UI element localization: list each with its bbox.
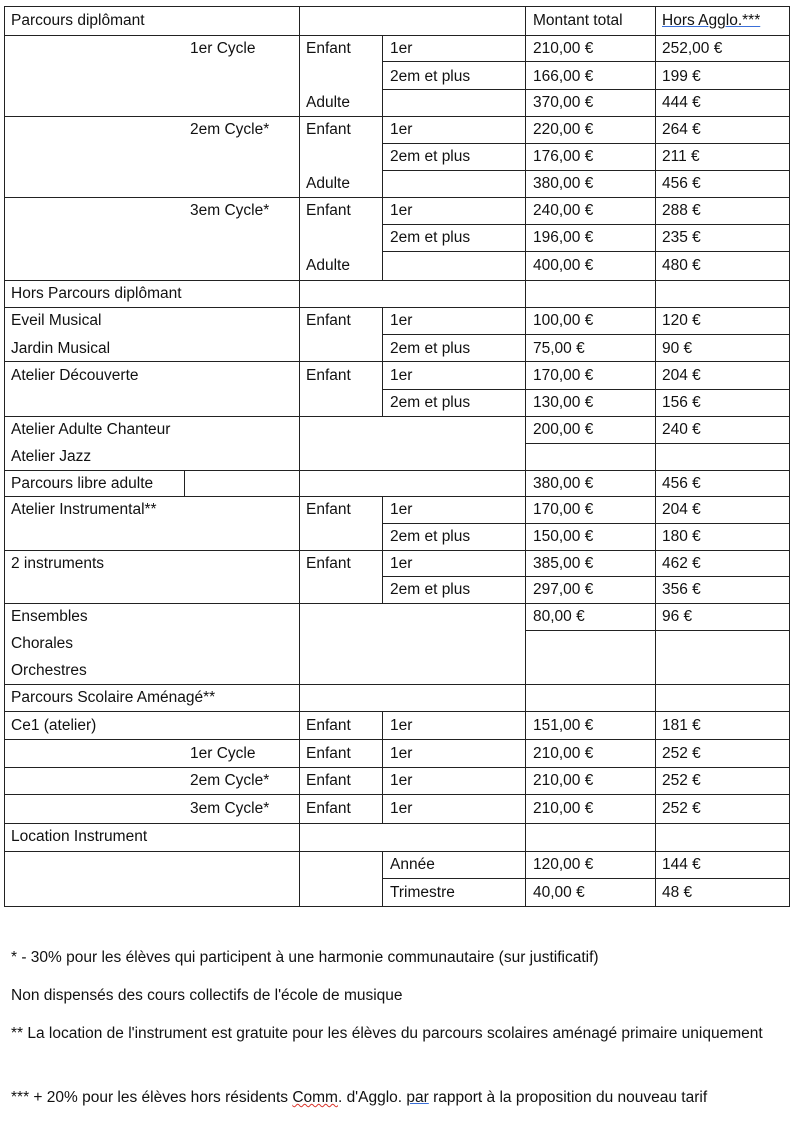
table-rule-h xyxy=(4,711,790,712)
table-rule-h xyxy=(4,767,790,768)
footnote-2: Non dispensés des cours collectifs de l'école de musique xyxy=(11,987,403,1004)
cycle2-rank2: 2em et plus xyxy=(390,148,471,165)
decouverte-rank2: 2em et plus xyxy=(390,394,471,411)
table-rule-h xyxy=(4,684,790,685)
scolaire-cycle2-montant: 210,00 € xyxy=(533,772,594,789)
cycle3-rank1: 1er xyxy=(390,202,413,219)
scolaire-ce1: Ce1 (atelier) xyxy=(11,717,97,734)
table-rule-h xyxy=(382,143,790,144)
jardin-musical: Jardin Musical xyxy=(11,340,111,357)
eveil-hors-2: 90 € xyxy=(662,340,693,357)
decouverte-rank1: 1er xyxy=(390,367,413,384)
scolaire-cycle3: 3em Cycle* xyxy=(190,800,270,817)
table-rule-v xyxy=(789,6,790,907)
eveil-rank2: 2em et plus xyxy=(390,340,471,357)
cycle2-montant-adulte: 380,00 € xyxy=(533,175,594,192)
deux-rank2: 2em et plus xyxy=(390,581,471,598)
cycle3-hors-2: 235 € xyxy=(662,229,701,246)
cycle1-montant-2: 166,00 € xyxy=(533,68,594,85)
deux-instruments: 2 instruments xyxy=(11,555,105,572)
table-rule-v xyxy=(4,6,5,907)
scolaire-cycle3-rank: 1er xyxy=(390,800,413,817)
table-rule-h xyxy=(382,389,790,390)
cycle3-montant-2: 196,00 € xyxy=(533,229,594,246)
decouverte-hors-2: 156 € xyxy=(662,394,701,411)
table-rule-h xyxy=(4,906,790,907)
cycle3-enfant: Enfant xyxy=(306,202,351,219)
table-rule-h xyxy=(4,6,790,7)
table-rule-h xyxy=(4,307,790,308)
scolaire-cycle1-hors: 252 € xyxy=(662,745,701,762)
scolaire-ce1-enfant: Enfant xyxy=(306,717,351,734)
hors-parcours-title: Hors Parcours diplômant xyxy=(11,285,182,302)
decouverte-hors-1: 204 € xyxy=(662,367,701,384)
scolaire-cycle2: 2em Cycle* xyxy=(190,772,270,789)
cycle1-hors-adulte: 444 € xyxy=(662,94,701,111)
cycle1-hors-2: 199 € xyxy=(662,68,701,85)
cycle3-adulte: Adulte xyxy=(306,257,350,274)
table-rule-h xyxy=(4,116,790,117)
decouverte-montant-2: 130,00 € xyxy=(533,394,594,411)
table-rule-h xyxy=(4,603,790,604)
cycle1-adulte: Adulte xyxy=(306,94,350,111)
table-rule-h xyxy=(4,280,790,281)
cycle2-label: 2em Cycle* xyxy=(190,121,270,138)
footnote-4-part-c: . d'Agglo. xyxy=(337,1089,407,1106)
table-rule-v xyxy=(382,35,383,281)
table-rule-h xyxy=(382,224,790,225)
table-rule-h xyxy=(382,334,790,335)
table-rule-h xyxy=(4,823,790,824)
instrumental-hors-2: 180 € xyxy=(662,528,701,545)
instrumental-montant-1: 170,00 € xyxy=(533,501,594,518)
cycle2-hors-adulte: 456 € xyxy=(662,175,701,192)
header-hors-agglo xyxy=(662,11,760,31)
location-title: Location Instrument xyxy=(11,828,148,845)
libre-montant: 380,00 € xyxy=(533,475,594,492)
table-rule-h xyxy=(382,523,790,524)
instrumental-rank2: 2em et plus xyxy=(390,528,471,545)
deux-hors-1: 462 € xyxy=(662,555,701,572)
location-trimestre-montant: 40,00 € xyxy=(533,884,585,901)
cycle1-montant-adulte: 370,00 € xyxy=(533,94,594,111)
libre-hors: 456 € xyxy=(662,475,701,492)
orchestres: Orchestres xyxy=(11,662,87,679)
table-rule-h xyxy=(382,170,790,171)
eveil-rank1: 1er xyxy=(390,312,413,329)
footnote-4-part-a: *** + 20% pour les élèves hors résidents xyxy=(11,1089,293,1106)
table-rule-h xyxy=(382,61,790,62)
table-rule-v xyxy=(382,307,383,417)
atelier-instrumental: Atelier Instrumental** xyxy=(11,501,157,518)
table-rule-h xyxy=(4,794,790,795)
table-rule-h xyxy=(4,35,790,36)
scolaire-ce1-montant: 151,00 € xyxy=(533,717,594,734)
cycle1-rank1: 1er xyxy=(390,40,413,57)
cycle2-hors-2: 211 € xyxy=(662,148,700,165)
cycle3-montant-adulte: 400,00 € xyxy=(533,257,594,274)
atelier-jazz: Atelier Jazz xyxy=(11,448,92,465)
cycle1-montant-1: 210,00 € xyxy=(533,40,594,57)
eveil-montant-1: 100,00 € xyxy=(533,312,594,329)
footnote-4-par: par xyxy=(406,1089,429,1106)
cycle1-enfant: Enfant xyxy=(306,40,351,57)
deux-rank1: 1er xyxy=(390,555,413,572)
location-trimestre: Trimestre xyxy=(390,884,455,901)
chanteur-montant: 200,00 € xyxy=(533,421,594,438)
footnote-4 xyxy=(11,1085,781,1110)
ensembles-hors: 96 € xyxy=(662,608,693,625)
table-rule-h xyxy=(4,470,790,471)
ensembles: Ensembles xyxy=(11,608,88,625)
header-montant-total: Montant total xyxy=(533,12,623,29)
table-rule-v xyxy=(525,6,526,907)
table-rule-v xyxy=(184,470,185,497)
deux-montant-1: 385,00 € xyxy=(533,555,594,572)
footnote-4-part-e: rapport à la proposition du nouveau tarif xyxy=(428,1089,708,1106)
eveil-montant-2: 75,00 € xyxy=(533,340,585,357)
scolaire-cycle3-hors: 252 € xyxy=(662,800,701,817)
table-rule-h xyxy=(4,739,790,740)
scolaire-cycle1: 1er Cycle xyxy=(190,745,256,762)
table-rule-h xyxy=(4,851,790,852)
deux-hors-2: 356 € xyxy=(662,581,701,598)
cycle3-label: 3em Cycle* xyxy=(190,202,270,219)
cycle3-hors-adulte: 480 € xyxy=(662,257,701,274)
table-rule-h xyxy=(525,630,790,631)
chanteur-hors: 240 € xyxy=(662,421,701,438)
footnote-1: * - 30% pour les élèves qui participent à une harmonie communautaire (sur justificatif) xyxy=(11,949,599,966)
eveil-enfant: Enfant xyxy=(306,312,351,329)
scolaire-title: Parcours Scolaire Aménagé** xyxy=(11,689,216,706)
footnote-4-comm: Comm xyxy=(292,1089,338,1106)
instrumental-hors-1: 204 € xyxy=(662,501,701,518)
cycle1-rank2: 2em et plus xyxy=(390,68,471,85)
cycle2-montant-2: 176,00 € xyxy=(533,148,594,165)
location-annee-montant: 120,00 € xyxy=(533,856,594,873)
scolaire-cycle1-montant: 210,00 € xyxy=(533,745,594,762)
table-rule-h xyxy=(525,443,790,444)
cycle2-rank1: 1er xyxy=(390,121,413,138)
table-rule-v xyxy=(382,496,383,604)
table-rule-h xyxy=(4,197,790,198)
table-rule-h xyxy=(382,251,790,252)
eveil-hors-1: 120 € xyxy=(662,312,701,329)
table-rule-h xyxy=(4,416,790,417)
table-rule-h xyxy=(382,576,790,577)
instrumental-enfant: Enfant xyxy=(306,501,351,518)
table-rule-v xyxy=(299,6,300,907)
scolaire-cycle1-enfant: Enfant xyxy=(306,745,351,762)
chorales: Chorales xyxy=(11,635,74,652)
scolaire-cycle3-montant: 210,00 € xyxy=(533,800,594,817)
cycle3-rank2: 2em et plus xyxy=(390,229,471,246)
decouverte-enfant: Enfant xyxy=(306,367,351,384)
cycle1-hors-1: 252,00 € xyxy=(662,40,723,57)
cycle1-label: 1er Cycle xyxy=(190,40,256,57)
cycle3-hors-1: 288 € xyxy=(662,202,701,219)
table-rule-h xyxy=(382,878,790,879)
location-annee: Année xyxy=(390,856,435,873)
cycle2-hors-1: 264 € xyxy=(662,121,701,138)
location-trimestre-hors: 48 € xyxy=(662,884,693,901)
cycle2-montant-1: 220,00 € xyxy=(533,121,594,138)
atelier-adulte-chanteur: Atelier Adulte Chanteur xyxy=(11,421,171,438)
deux-montant-2: 297,00 € xyxy=(533,581,594,598)
footnote-3: ** La location de l'instrument est gratuite pour les élèves du parcours scolaires aménagé primaire uniquement xyxy=(11,1025,763,1042)
ensembles-montant: 80,00 € xyxy=(533,608,585,625)
table-rule-h xyxy=(4,550,790,551)
deux-enfant: Enfant xyxy=(306,555,351,572)
scolaire-cycle1-rank: 1er xyxy=(390,745,413,762)
table-rule-h xyxy=(382,89,790,90)
cycle2-adulte: Adulte xyxy=(306,175,350,192)
table-rule-h xyxy=(4,496,790,497)
header-parcours-diplomant: Parcours diplômant xyxy=(11,12,145,29)
scolaire-cycle3-enfant: Enfant xyxy=(306,800,351,817)
location-annee-hors: 144 € xyxy=(662,856,701,873)
table-rule-v xyxy=(382,851,383,907)
cycle3-montant-1: 240,00 € xyxy=(533,202,594,219)
scolaire-cycle2-hors: 252 € xyxy=(662,772,701,789)
scolaire-cycle2-rank: 1er xyxy=(390,772,413,789)
header-hors-agglo-text: Hors Agglo.*** xyxy=(662,12,761,29)
decouverte-montant-1: 170,00 € xyxy=(533,367,594,384)
table-rule-v xyxy=(382,711,383,824)
scolaire-cycle2-enfant: Enfant xyxy=(306,772,351,789)
instrumental-rank1: 1er xyxy=(390,501,413,518)
eveil-musical: Eveil Musical xyxy=(11,312,102,329)
instrumental-montant-2: 150,00 € xyxy=(533,528,594,545)
table-rule-v xyxy=(655,6,656,907)
table-rule-h xyxy=(4,361,790,362)
parcours-libre-adulte: Parcours libre adulte xyxy=(11,475,154,492)
cycle2-enfant: Enfant xyxy=(306,121,351,138)
atelier-decouverte: Atelier Découverte xyxy=(11,367,139,384)
scolaire-ce1-hors: 181 € xyxy=(662,717,701,734)
scolaire-ce1-rank: 1er xyxy=(390,717,413,734)
